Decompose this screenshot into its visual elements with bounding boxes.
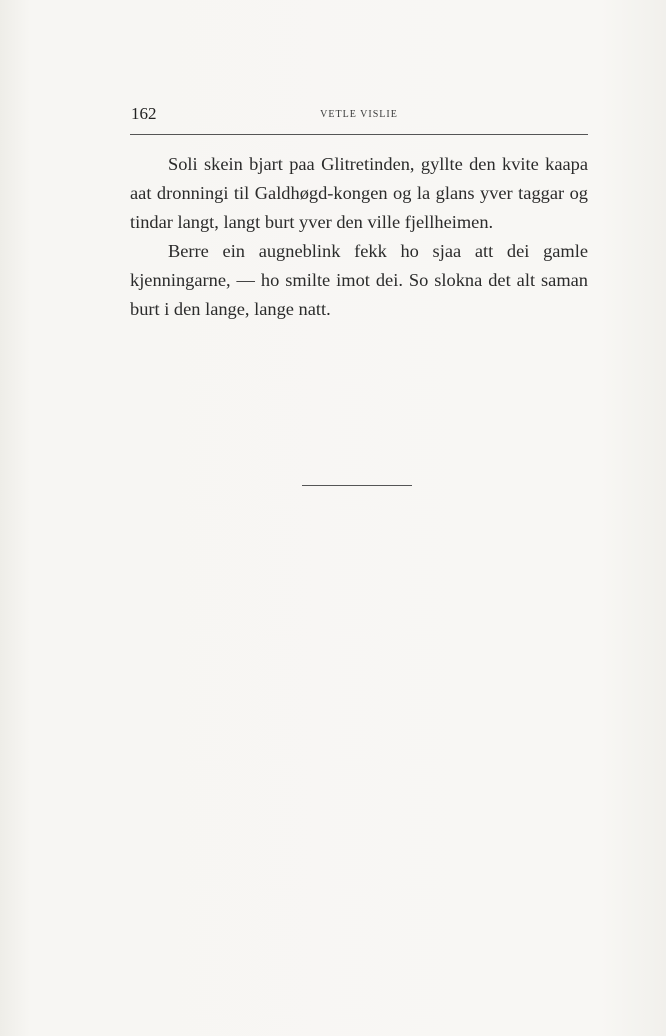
page-number: 162 bbox=[131, 104, 157, 123]
end-rule bbox=[302, 485, 412, 486]
header-rule bbox=[130, 134, 588, 135]
running-head bbox=[130, 104, 588, 128]
paragraph-2: Berre ein augneblink fekk ho sjaa att dei gamle kjenningarne, — ho smilte imot dei. So slokna det alt saman burt i den lange, lange natt. bbox=[130, 241, 588, 319]
body-text bbox=[130, 150, 588, 324]
paragraph-1: Soli skein bjart paa Glitretinden, gyllte den kvite kaapa aat dronningi til Galdhøgd-kongen og la glans yver taggar og tindar langt, langt burt yver den ville fjellheimen. bbox=[130, 154, 588, 232]
running-title: VETLE VISLIE bbox=[320, 109, 398, 120]
